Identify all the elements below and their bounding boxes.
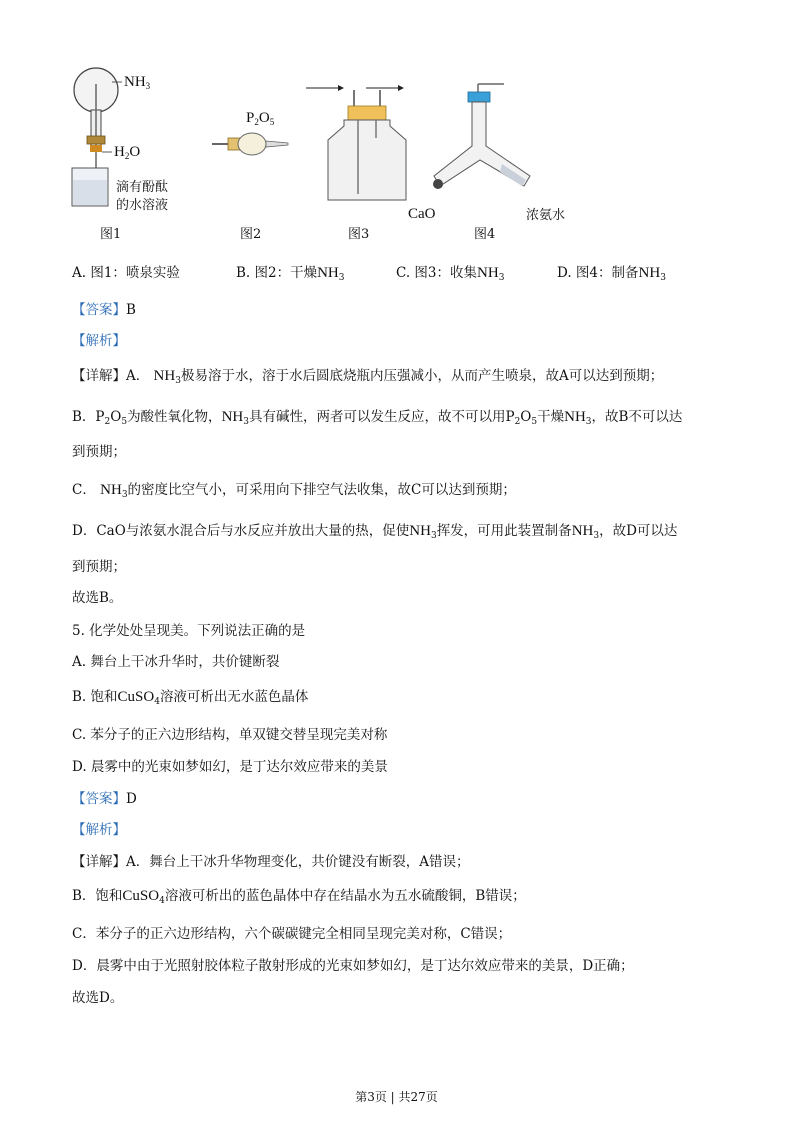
q5-detail-c: C．苯分子的正六边形结构，六个碳碳键完全相同呈现完美对称，C错误； (72, 926, 512, 942)
q5-analysis-tag: 【解析】 (72, 822, 126, 838)
q5-stem: 5. 化学处处呈现美。下列说法正确的是 (72, 623, 306, 639)
fig3-gas-bottle (306, 85, 406, 200)
q5-detail-a: 【详解】A．舞台上干冰升华物理变化，共价键没有断裂，A错误； (72, 854, 470, 870)
fig1-beaker-label-1: 滴有酚酞 (116, 180, 169, 195)
fig1-beaker-label-2: 的水溶液 (116, 198, 169, 213)
page-footer: 第3页 | 共27页 (355, 1090, 438, 1104)
q4-analysis-tag: 【解析】 (72, 333, 126, 349)
figure-row (60, 60, 620, 250)
q4-option-d: D. 图4：制备$NH_3$ (557, 265, 666, 283)
fig1-caption: 图1 (100, 227, 122, 242)
q5-detail-b: B．饱和CuSO$_4$溶液可析出的蓝色晶体中存在结晶水为五水硫酸铜，B错误； (72, 888, 526, 906)
fig4-left-reagent-label: CaO (408, 206, 436, 222)
q4-detail-d: D．CaO与浓氨水混合后与水反应并放出大量的热，促使$NH_3$挥发，可用此装置制备$NH_3$，故D可以达 (72, 523, 678, 541)
fig1-flask (72, 68, 122, 206)
q4-conclusion: 故选B。 (72, 590, 123, 606)
fig1-water-label: $H_2O$ (114, 144, 141, 161)
fig2-drying-tube (212, 133, 288, 155)
fig2-reagent-label: $P_2O_5$ (246, 110, 275, 127)
q5-option-d: D. 晨雾中的光束如梦如幻，是丁达尔效应带来的美景 (72, 759, 388, 775)
q5-conclusion: 故选D。 (72, 990, 124, 1006)
q4-detail-c: C． $NH_3$的密度比空气小，可采用向下排空气法收集，故C可以达到预期； (72, 482, 516, 500)
q4-detail-d-cont: 到预期； (72, 559, 126, 575)
fig2-caption: 图2 (240, 227, 262, 242)
fig1-gas-label: $NH_3$ (124, 74, 151, 91)
q5-detail-d: D．晨雾中由于光照射胶体粒子散射形成的光束如梦如幻，是丁达尔效应带来的美景，D正确； (72, 958, 634, 974)
q4-option-c: C. 图3：收集$NH_3$ (396, 265, 505, 283)
q5-option-a: A. 舞台上干冰升华时，共价键断裂 (72, 654, 280, 670)
q5-option-c: C. 苯分子的正六边形结构，单双键交替呈现完美对称 (72, 727, 388, 743)
fig4-y-tube (433, 84, 530, 189)
q4-detail-a: 【详解】A． $NH_3$极易溶于水，溶于水后圆底烧瓶内压强减小，从而产生喷泉，故A可以达到预期； (72, 368, 664, 386)
q4-option-b: B. 图2：干燥$NH_3$ (236, 265, 345, 283)
q4-answer: 【答案】B (72, 302, 136, 318)
q4-option-a: A. 图1：喷泉实验 (72, 265, 180, 281)
q4-detail-b-cont: 到预期； (72, 444, 126, 460)
fig4-right-reagent-label: 浓氨水 (526, 208, 566, 223)
q5-answer: 【答案】D (72, 791, 137, 807)
fig3-caption: 图3 (348, 227, 370, 242)
q5-option-b: B. 饱和CuSO$_4$溶液可析出无水蓝色晶体 (72, 689, 309, 707)
fig4-caption: 图4 (474, 227, 496, 242)
q4-detail-b: B．$P_2O_5$为酸性氧化物，$NH_3$具有碱性，两者可以发生反应，故不可以用$P_2O_5$干燥$NH_3$，故B不可以达 (72, 409, 683, 427)
